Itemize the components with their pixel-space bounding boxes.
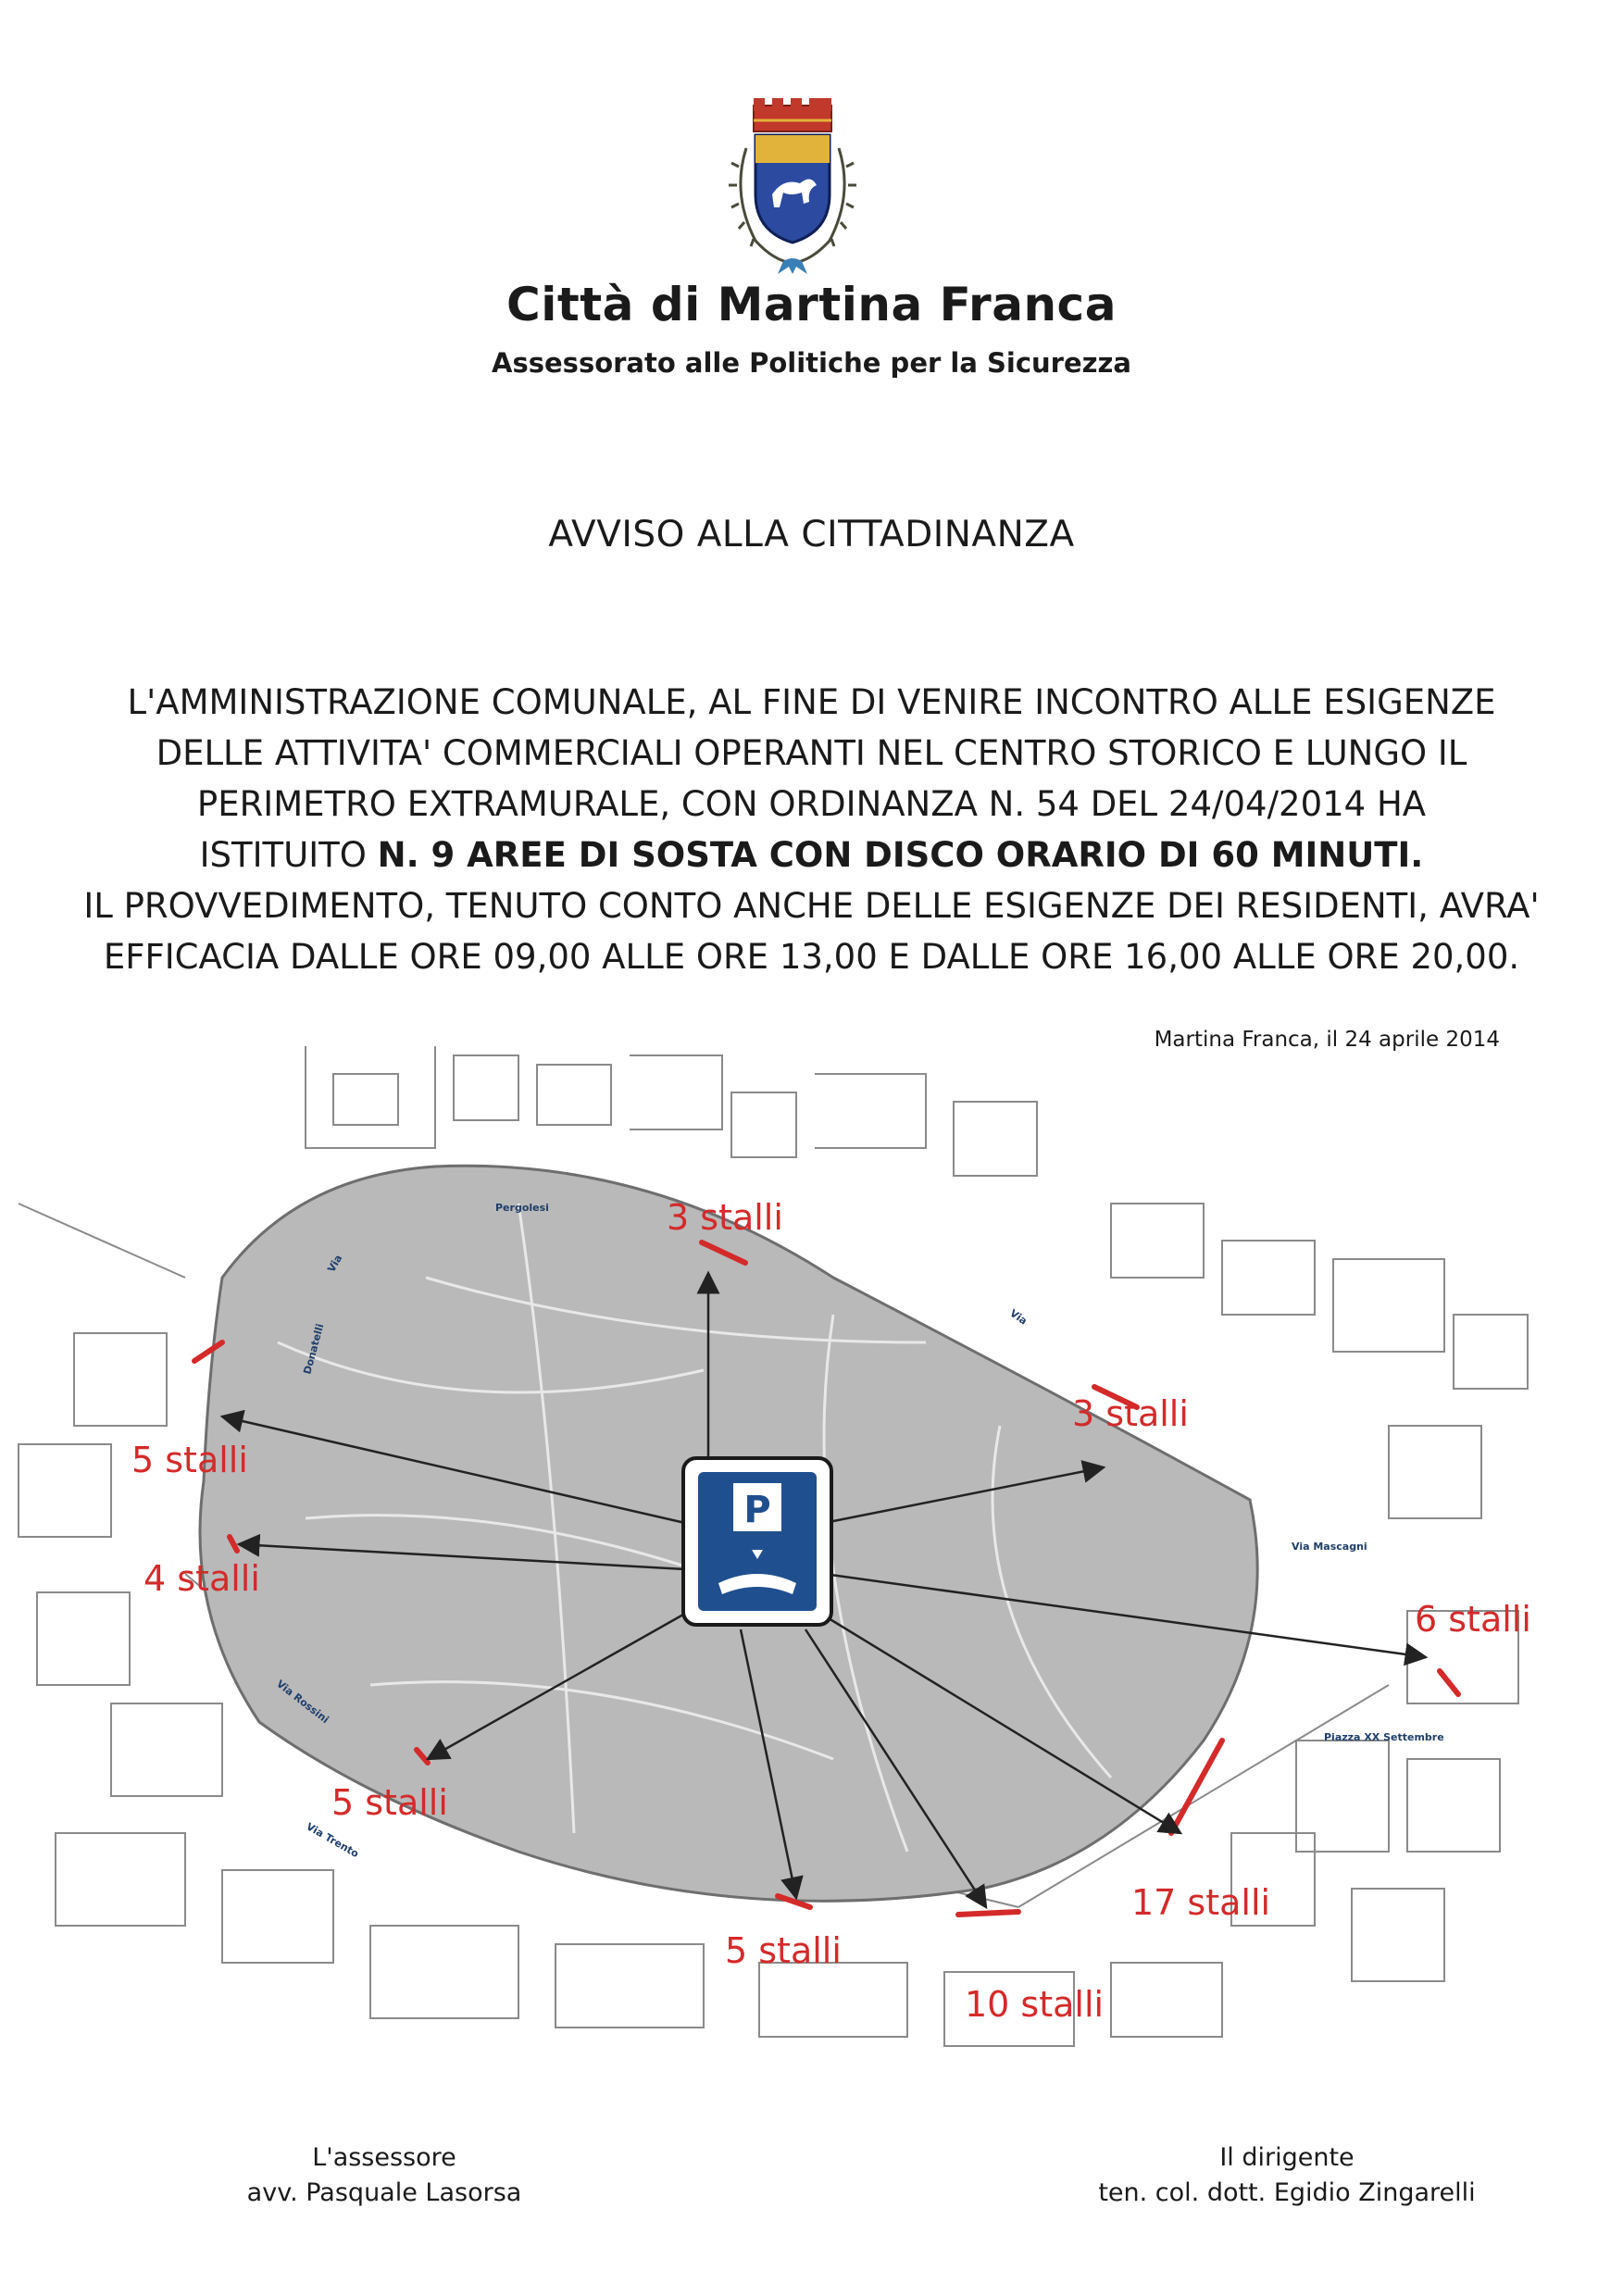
assessore-role: L'assessore: [312, 2143, 456, 2172]
street-label-via-mascagni: Via Mascagni: [1292, 1541, 1367, 1553]
stall-label-southwest: 5 stalli: [331, 1782, 448, 1823]
city-name: Città di Martina Franca: [506, 278, 1117, 331]
signature-assessore: [176, 2140, 593, 2211]
stall-label-north: 3 stalli: [667, 1197, 783, 1238]
signature-dirigente: [1028, 2140, 1546, 2211]
stall-label-south: 5 stalli: [725, 1930, 842, 1971]
stall-label-south-long: 10 stalli: [965, 1984, 1105, 2025]
dirigente-role: Il dirigente: [1219, 2143, 1355, 2172]
notice-line-6: EFFICACIA DALLE ORE 09,00 ALLE ORE 13,00 E DALLE ORE 16,00 ALLE ORE 20,00.: [103, 937, 1520, 977]
crown-icon: [754, 98, 831, 131]
stall-label-southeast: 17 stalli: [1131, 1882, 1271, 1923]
notice-title: AVVISO ALLA CITTADINANZA: [548, 514, 1075, 555]
notice-line-4-bold: N. 9 AREE DI SOSTA CON DISCO ORARIO DI 60 MINUTI.: [377, 835, 1424, 875]
notice-line-2: DELLE ATTIVITA' COMMERCIALI OPERANTI NEL CENTRO STORICO E LUNGO IL: [156, 733, 1467, 773]
notice-line-4-prefix: ISTITUITO: [199, 835, 378, 875]
street-label-via-rossini: Via Rossini: [274, 1678, 331, 1727]
street-label-pergolesi: Pergolesi: [495, 1202, 549, 1214]
stall-label-northeast: 3 stalli: [1072, 1393, 1189, 1434]
notice-line-4: [0, 833, 1623, 878]
shield-icon: [755, 135, 830, 243]
stall-label-west-upper: 5 stalli: [131, 1440, 248, 1480]
department-name: Assessorato alle Politiche per la Sicurezza: [492, 347, 1131, 379]
notice-line-5: IL PROVVEDIMENTO, TENUTO CONTO ANCHE DELLE ESIGENZE DEI RESIDENTI, AVRA': [83, 886, 1540, 926]
street-label-donatelli: Donatelli: [301, 1322, 327, 1376]
parking-segment-south-long: [958, 1912, 1018, 1915]
parking-disc-sign: [683, 1458, 831, 1625]
street-label-via-trento: Via Trento: [304, 1820, 361, 1861]
parking-sign-letter: P: [743, 1489, 771, 1531]
street-label-via-1: Via: [325, 1253, 345, 1275]
notice-line-1: L'AMMINISTRAZIONE COMUNALE, AL FINE DI VENIRE INCONTRO ALLE ESIGENZE: [127, 682, 1496, 722]
street-label-via-2: Via: [1007, 1306, 1030, 1328]
city-crest-logo: [718, 93, 867, 278]
date-line: Martina Franca, il 24 aprile 2014: [1154, 1028, 1500, 1052]
stall-label-east: 6 stalli: [1415, 1599, 1531, 1640]
stall-label-west-lower: 4 stalli: [144, 1558, 260, 1599]
parking-segment-east: [1440, 1671, 1458, 1694]
assessore-name: avv. Pasquale Lasorsa: [246, 2178, 522, 2207]
street-label-piazza-xx-settembre: Piazza XX Settembre: [1324, 1731, 1444, 1743]
dirigente-name: ten. col. dott. Egidio Zingarelli: [1098, 2178, 1476, 2207]
notice-line-3: PERIMETRO EXTRAMURALE, CON ORDINANZA N. 54 DEL 24/04/2014 HA: [196, 784, 1427, 824]
parking-map: [0, 1037, 1623, 2055]
